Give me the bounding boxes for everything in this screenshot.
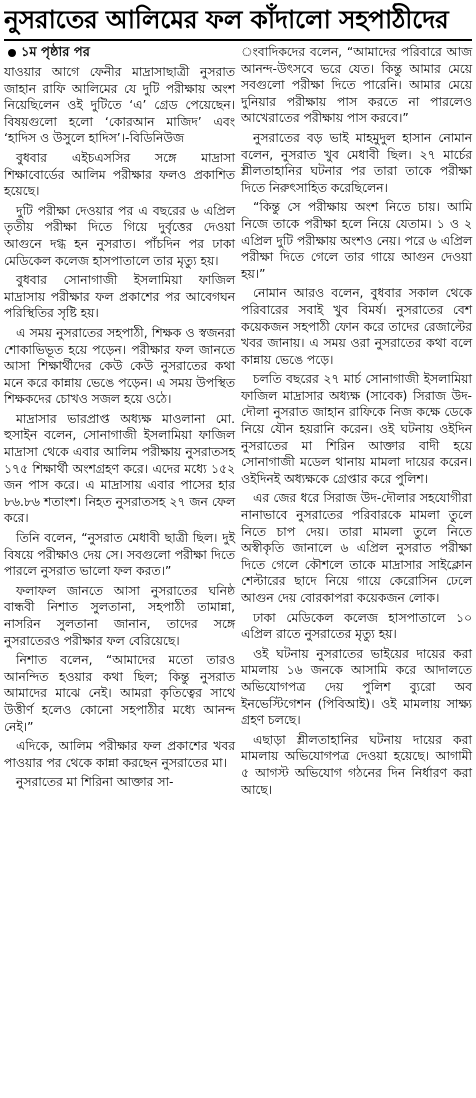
- paragraph: তিনি বলেন, “নুসরাত মেধাবী ছাত্রী ছিল। দুই বিষয়ে পরীক্ষাও দেয় সে। সবগুলো পরীক্ষা দিতে পারলে নুসরাত ভালো ফল করত।”: [4, 531, 235, 579]
- paragraph: যাওয়ার আগে ফেনীর মাদ্রাসাছাত্রী নুসরাত জাহান রাফি আলিমের যে দুটি পরীক্ষায় অংশ নিয়েছিলেন ওই দুটিতে ‘এ’ গ্রেড পেয়েছেন। বিষয়গুলো হলো ‘কোরআন মাজিদ’ এবং ‘হাদিস ও উসুলে হাদিস’।-বিডিনিউজ: [4, 65, 235, 146]
- paragraph: “কিন্তু সে পরীক্ষায় অংশ নিতে চায়। আমি নিজে তাকে পরীক্ষা হলে নিয়ে যেতাম। ১ ও ২ এপ্রিল দুটি পরীক্ষায় অংশও নেয়। পরে ৬ এপ্রিল পরীক্ষা দিতে গেলে তার গায়ে আগুন দেওয়া হয়।”: [241, 200, 472, 281]
- headline-rule: [4, 39, 472, 41]
- right-column: [241, 44, 472, 801]
- left-column: [4, 44, 235, 801]
- paragraph: দুটি পরীক্ষা দেওয়ার পর এ বছরের ৬ এপ্রিল তৃতীয় পরীক্ষা দিতে গিয়ে দুর্বৃত্তের দেওয়া আগুনে দগ্ধ হন নুসরাত। পাঁচদিন পর ঢাকা মেডিকেল কলেজ হাসপাতালে তার মৃত্যু হয়।: [4, 203, 235, 268]
- paragraph: ওই ঘটনায় নুসরাতের ভাইয়ের দায়ের করা মামলায় ১৬ জনকে আসামি করে আদালতে অভিযোগপত্র দেয় পুলিশ ব্যুরো অব ইনভেস্টিগেশন (পিবিআই)। ওই মামলায় সাক্ষ্য গ্রহণ চলছে।: [241, 646, 472, 728]
- paragraph: নুসরাতের মা শিরিনা আক্তার সা-: [16, 775, 174, 790]
- paragraph: বুধবার এইচএসসির সঙ্গে মাদ্রাসা শিক্ষাবোর্ডের আলিম পরীক্ষার ফলও প্রকাশিত হয়েছে।: [4, 150, 235, 199]
- paragraph: ঢাকা মেডিকেল কলেজ হাসপাতালে ১০ এপ্রিল রাতে নুসরাতের মৃত্যু হয়।: [241, 610, 472, 642]
- paragraph: মাদ্রাসার ভারপ্রাপ্ত অধ্যক্ষ মাওলানা মো. হুসাইন বলেন, সোনাগাজী ইসলামিয়া ফাজিল মাদ্রাসা থেকে এবার আলিম পরীক্ষায় নুসরাতসহ ১৭৫ শিক্ষার্থী অংশগ্রহণ করে। এদের মধ্যে ১৫২ জন পাস করে। এ মাদ্রাসায় এবার পাসের হার ৮৬.৮৬ শতাংশ। নিহত নুসরাতসহ ২৭ জন ফেল করে।: [4, 411, 235, 526]
- paragraph: ংবাদিকদের বলেন, “আমাদের পরিবারে আজ আনন্দ-উৎসবে ভরে যেত। কিন্তু আমার মেয়ে সবগুলো পরীক্ষা দিতে পারেনি। আমার মেয়ে দুনিয়ার পরীক্ষায় পাস করতে না পারলেও আখেরাতের পরীক্ষায় পাস করবে।”: [241, 45, 472, 126]
- paragraph: চলতি বছরের ২৭ মার্চ সোনাগাজী ইসলামিয়া ফাজিল মাদ্রাসার অধ্যক্ষ (সাবেক) সিরাজ উদ-দৌলা নুসরাত জাহান রাফিকে নিজ কক্ষে ডেকে নিয়ে যৌন হয়রানি করেন। ওই ঘটনায় ওইদিন নুসরাতের মা শিরিন আক্তার বাদী হয়ে সোনাগাজী মডেল থানায় মামলা দায়ের করেন। ওইদিনই অধ্যক্ষকে গ্রেপ্তার করে পুলিশ।: [241, 372, 472, 486]
- bullet-icon: [8, 49, 16, 57]
- paragraph: বুধবার সোনাগাজী ইসলামিয়া ফাজিল মাদ্রাসায় পরীক্ষার ফল প্রকাশের পর আবেগঘন পরিস্থিতির সৃষ্টি হয়।: [4, 273, 235, 321]
- article-body: [4, 44, 472, 801]
- continuation-label: ১ম পৃষ্ঠার পর: [21, 45, 90, 60]
- paragraph: ফলাফল জানতে আসা নুসরাতের ঘনিষ্ঠ বান্ধবী নিশাত সুলতানা, সহপাঠী তামান্না, নাসরিন সুলতানা জানান, তাদের সঙ্গে নুসরাতেরও পরীক্ষার ফল বেরিয়েছে।: [4, 583, 235, 648]
- paragraph: এদিকে, আলিম পরীক্ষার ফল প্রকাশের খবর পাওয়ার পর থেকে কান্না করছেন নুসরাতের মা।: [4, 739, 235, 770]
- paragraph: এছাড়া শ্লীলতাহানির ঘটনায় দায়ের করা মামলায় অভিযোগপত্র দেওয়া হয়েছে। আগামী ৫ আগস্ট অভিযোগ গঠনের দিন নির্ধারণ করা আছে।: [241, 732, 472, 797]
- paragraph: নিশাত বলেন, “আমাদের মতো তারও আনন্দিত হওয়ার কথা ছিল; কিন্তু নুসরাত আমাদের মাঝে নেই। আমরা কৃতিত্বের সাথে উত্তীর্ণ হলেও কোনো সহপাঠীর মধ্যে আনন্দ নেই।”: [4, 653, 235, 734]
- continuation-marker: [4, 44, 235, 62]
- headline: নুসরাতের আলিমের ফল কাঁদালো সহপাঠীদের: [4, 5, 449, 34]
- paragraph: এর জের ধরে সিরাজ উদ-দৌলার সহযোগীরা নানাভাবে নুসরাতের পরিবারকে মামলা তুলে নিতে চাপ দেয়। তারা মামলা তুলে নিতে অস্বীকৃতি জানালে ৬ এপ্রিল নুসরাত পরীক্ষা দিতে গেলে কৌশলে তাকে মাদ্রাসার সাইক্লোন শেল্টারের ছাদে নিয়ে গায়ে কেরোসিন ঢেলে আগুন দেয় বোরকাপরা কয়েকজন লোক।: [241, 491, 472, 605]
- paragraph: এ সময় নুসরাতের সহপাঠী, শিক্ষক ও স্বজনরা শোকাভিভূত হয়ে পড়েন। পরীক্ষার ফল জানতে আসা শিক্ষার্থীদের কেউ কেউ নুসরাতের কথা মনে করে কান্নায় ভেঙে পড়েন। এ সময় উপস্থিত শিক্ষকদের চোখও সজল হয়ে ওঠে।: [4, 325, 235, 407]
- paragraph: নোমান আরও বলেন, বুধবার সকাল থেকে পরিবারের সবাই খুব বিমর্ষ। নুসরাতের বেশ কয়েকজন সহপাঠী ফোন করে তাদের রেজাল্টের খবর জানায়। এ সময় ওরা নুসরাতের কথা বলে কান্নায় ভেঙে পড়ে।: [241, 286, 472, 367]
- paragraph: নুসরাতের বড় ভাই মাহমুদুল হাসান নোমান বলেন, নুসরাত খুব মেধাবী ছিল। ২৭ মার্চের শ্লীলতাহানির ঘটনার পর তারা তাকে পরীক্ষা দিতে নিরুৎসাহিত করেছিলেন।: [241, 130, 472, 195]
